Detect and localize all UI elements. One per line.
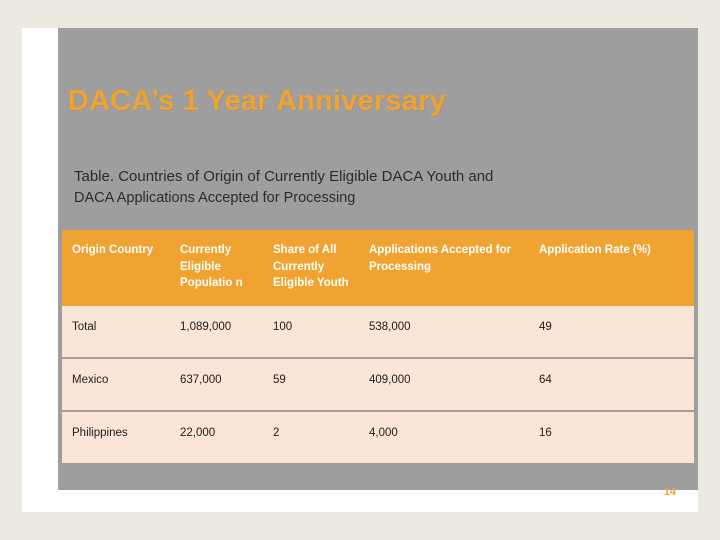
column-header-application-rate: Application Rate (%): [529, 230, 694, 306]
cell-eligible: 637,000: [170, 358, 263, 411]
cell-accepted: 409,000: [359, 358, 529, 411]
cell-rate: 64: [529, 358, 694, 411]
column-header-origin-country: Origin Country: [62, 230, 170, 306]
page-number: 14: [663, 486, 676, 498]
table-header-row: [62, 230, 694, 306]
column-header-share-of-all-currently-eligible-youth: Share of All Currently Eligible Youth: [263, 230, 359, 306]
table-caption-line2: DACA Applications Accepted for Processing: [74, 190, 356, 207]
column-header-currently-eligible-population: Currently Eligible Populatio n: [170, 230, 263, 306]
cell-country: Mexico: [62, 358, 170, 411]
slide-canvas: [22, 28, 698, 512]
table-row: [62, 306, 694, 358]
table-row: [62, 411, 694, 463]
table-caption: [74, 166, 674, 209]
cell-eligible: 1,089,000: [170, 306, 263, 358]
cell-share: 59: [263, 358, 359, 411]
table-caption-line1: Table. Countries of Origin of Currently Eligible DACA Youth and: [74, 168, 494, 185]
column-header-applications-accepted-for-processing: Applications Accepted for Processing: [359, 230, 529, 306]
cell-country: Total: [62, 306, 170, 358]
cell-share: 2: [263, 411, 359, 463]
daca-table: [62, 230, 694, 463]
cell-share: 100: [263, 306, 359, 358]
cell-accepted: 538,000: [359, 306, 529, 358]
cell-eligible: 22,000: [170, 411, 263, 463]
cell-rate: 49: [529, 306, 694, 358]
page-title: DACA’s 1 Year Anniversary: [68, 85, 446, 117]
cell-rate: 16: [529, 411, 694, 463]
cell-country: Philippines: [62, 411, 170, 463]
table-row: [62, 358, 694, 411]
cell-accepted: 4,000: [359, 411, 529, 463]
